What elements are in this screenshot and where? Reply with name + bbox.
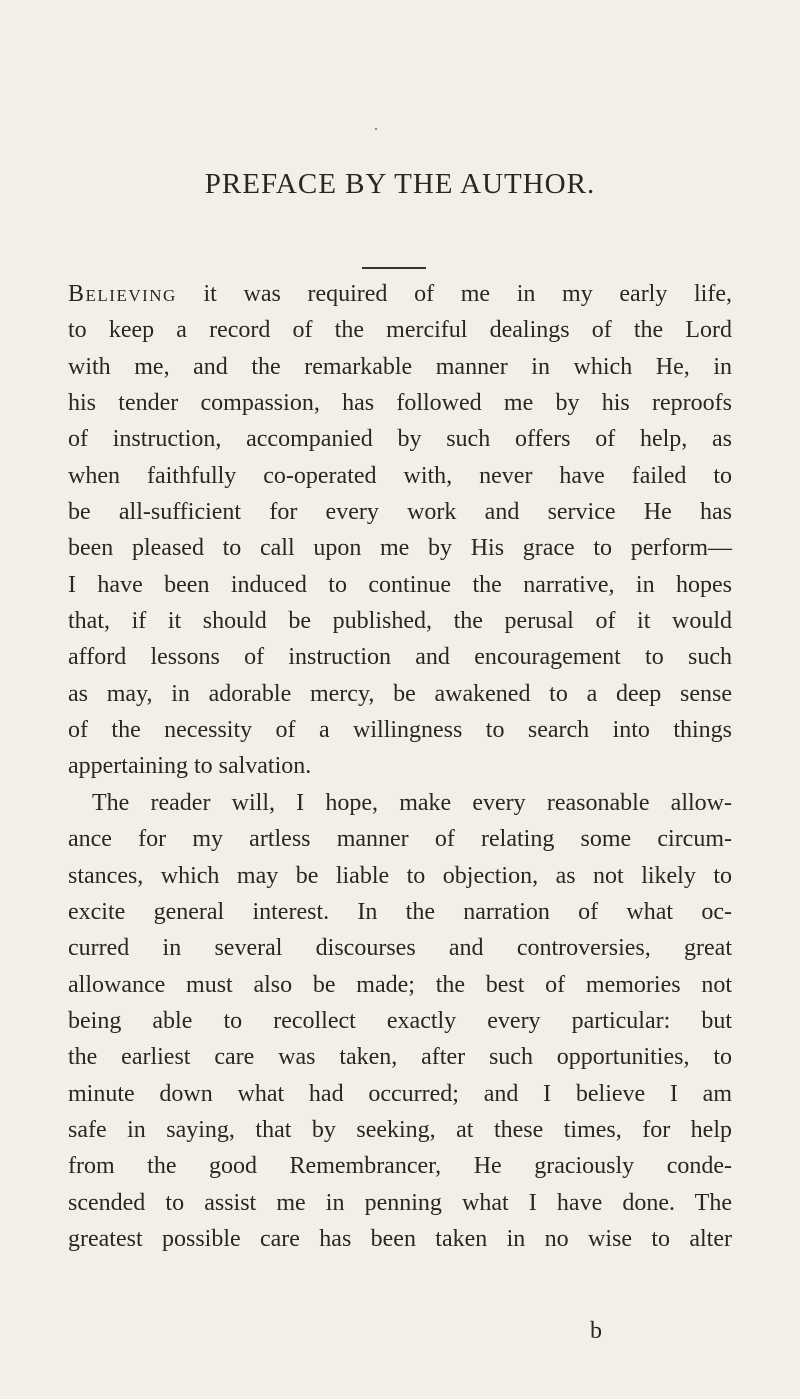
- signature-mark: b: [590, 1318, 602, 1344]
- paper-speck: [375, 128, 377, 130]
- text-line: be all-sufficient for every work and service He has: [68, 499, 732, 526]
- text-line: afford lessons of instruction and encouragement to such: [68, 644, 732, 671]
- text-line: ance for my artless manner of relating some circum-: [68, 826, 732, 853]
- text-line: been pleased to call upon me by His grace to perform—: [68, 535, 732, 562]
- text-line: allowance must also be made; the best of memories not: [68, 971, 732, 998]
- text-line: to keep a record of the merciful dealings of the Lord: [68, 317, 732, 344]
- text-line: his tender compassion, has followed me by his reproofs: [68, 390, 732, 417]
- text-line: Believing it was required of me in my early life,: [68, 281, 732, 307]
- preface-text: [68, 276, 732, 1257]
- text-line: of the necessity of a willingness to search into things: [68, 717, 732, 744]
- title-rule: [362, 267, 426, 269]
- text-line: of instruction, accompanied by such offers of help, as: [68, 426, 732, 453]
- text-line: appertaining to salvation.: [68, 753, 312, 780]
- text-line: I have been induced to continue the narrative, in hopes: [68, 571, 732, 598]
- text-line: excite general interest. In the narration of what oc-: [68, 898, 732, 925]
- text-line: curred in several discourses and controversies, great: [68, 935, 732, 962]
- text-line: the earliest care was taken, after such opportunities, to: [68, 1044, 732, 1071]
- text-line: when faithfully co-operated with, never have failed to: [68, 462, 732, 489]
- text-line: from the good Remembrancer, He graciously conde-: [68, 1153, 732, 1180]
- text-line: The reader will, I hope, make every reasonable allow-: [92, 789, 732, 816]
- text-line: safe in saying, that by seeking, at these times, for help: [68, 1116, 732, 1143]
- text-line: scended to assist me in penning what I have done. The: [68, 1189, 732, 1216]
- text-line: as may, in adorable mercy, be awakened to a deep sense: [68, 680, 732, 707]
- page-title: PREFACE BY THE AUTHOR.: [204, 168, 596, 200]
- text-line: being able to recollect exactly every particular: but: [68, 1007, 732, 1034]
- text-line: minute down what had occurred; and I believe I am: [68, 1080, 732, 1107]
- text-line: with me, and the remarkable manner in which He, in: [68, 353, 732, 380]
- text-line: stances, which may be liable to objection, as not likely to: [68, 862, 732, 889]
- opening-word: Believing: [68, 281, 177, 307]
- text-line: that, if it should be published, the perusal of it would: [68, 608, 732, 635]
- text-line: greatest possible care has been taken in no wise to alter: [68, 1225, 732, 1252]
